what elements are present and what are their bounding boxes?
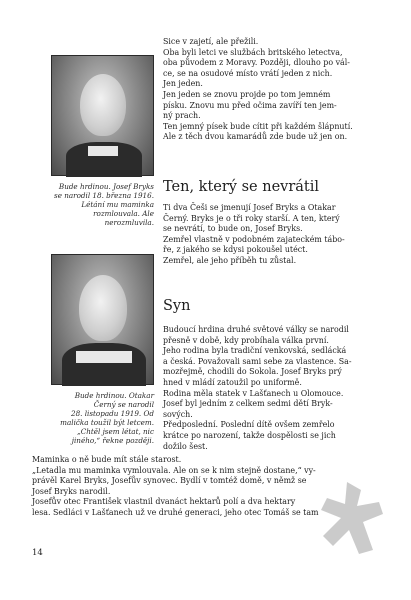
text-line: Sice v zajetí, ale přežili. [163,37,259,46]
text-line: Ale z těch dvou kamarádů zde bude už jen on. [163,132,348,142]
text-line: právěl Karel Bryks, Josefův synovec. Bydlí v tomtéž domě, v němž se [32,476,307,486]
text-line: písku. Znovu mu před očima zavíří ten jem- [163,100,337,110]
text-line: ce, se na osudové místo vrátí jeden z nich. [163,68,333,78]
text-line: Maminka o ně bude mít stále starost. [32,455,182,464]
text-line: Budoucí hrdina druhé světové války se narodil [163,325,349,334]
text-line: „Letadla mu maminka vymlouvala. Ale on se k nim stejně dostane,“ vy- [32,465,316,475]
text-line: Zemřel vlastně v podobném zajateckém tábo- [163,234,345,244]
photo-figure-face [79,275,127,341]
section-heading-syn: Syn [163,298,191,314]
watermark-figure-icon [317,480,387,556]
caption-line: Bude hrdinou. Otakar [74,391,154,400]
text-line: a česká. Považovali sami sebe za vlastence. Sa- [163,356,352,366]
text-line: ný prach. [163,111,201,121]
caption-line: nerozmluvila. [104,218,154,228]
caption-line: Létání mu maminka [81,200,154,210]
text-line: Ti dva Češi se jmenují Josef Bryks a Otakar [163,203,336,212]
text-line: ře, z jakého se kdysi pokoušel utéct. [163,245,308,255]
text-line: Rodina měla statek v Lašťanech u Olomouce. [163,388,344,398]
caption-line: Černý se narodil [93,400,154,410]
photo-caption-josef-bryks [20,182,154,227]
text-line: Josef Bryks narodil. [32,486,111,496]
photo-caption-otakar-cerny [20,391,154,446]
text-line: lesa. Sedláci v Lašťanech už ve druhé generaci, jeho otec Tomáš se tam [32,507,319,517]
caption-line: Bude hrdinou. Josef Bryks [58,182,154,191]
text-line: dožilo šest. [163,441,208,451]
text-line: se nevrátí, to bude on, Josef Bryks. [163,224,303,234]
section1-text-block [163,203,345,267]
caption-line: jiného,“ řekne později. [71,436,154,446]
portrait-photo-josef-bryks [51,55,154,176]
photo-figure-face [80,74,126,136]
text-line: Zemřel, ale jeho příběh tu zůstal. [163,255,297,265]
text-line: Jen jeden se znovu projde po tom jemném [163,89,331,99]
portrait-photo-otakar-cerny [51,254,154,385]
text-line: Jeho rodina byla tradiční venkovská, sedlácká [163,346,347,356]
caption-line: malička toužil být letcem. [60,418,154,428]
photo-figure-collar [88,146,118,156]
text-line: Jen jeden. [163,79,203,89]
caption-line: „Chtěl jsem létat, nic [77,427,154,437]
text-line: oba původem z Moravy. Později, dlouho po vál- [163,58,350,68]
full-width-text-block [32,455,319,519]
photo-figure-collar [76,351,132,363]
text-line: Josefův otec František vlastnil dvanáct hektarů polí a dva hektary [32,497,296,507]
text-line: Oba byli letci ve službách britského letectva, [163,47,343,57]
text-line: sových. [163,409,193,419]
photo-figure-body [62,343,146,386]
page-number: 14 [32,548,43,558]
text-line: Josef byl jedním z celkem sedmi dětí Bryk- [163,399,333,409]
text-line: mozřejmě, chodili do Sokola. Josef Bryks prý [163,367,342,377]
section-heading-ten-ktery-se-nevratil: Ten, který se nevrátil [163,179,320,195]
intro-text-block [163,37,353,143]
text-line: Černý. Bryks je o tři roky starší. A ten, který [163,213,340,223]
text-line: Předposlední. Poslední dítě ovšem zemřelo [163,420,335,430]
text-line: krátce po narození, takže dospělosti se jich [163,430,336,440]
text-line: Ten jemný písek bude cítit při každém šlápnutí. [163,121,353,131]
text-line: hned v mládí zatoužil po uniformě. [163,377,302,387]
caption-line: rozmlouvala. Ale [93,209,154,219]
text-line: přesně v době, kdy probíhala válka první. [163,335,329,345]
caption-line: 28. listopadu 1919. Od [71,409,154,419]
section2-text-block [163,325,352,452]
caption-line: se narodil 18. března 1916. [54,191,154,201]
